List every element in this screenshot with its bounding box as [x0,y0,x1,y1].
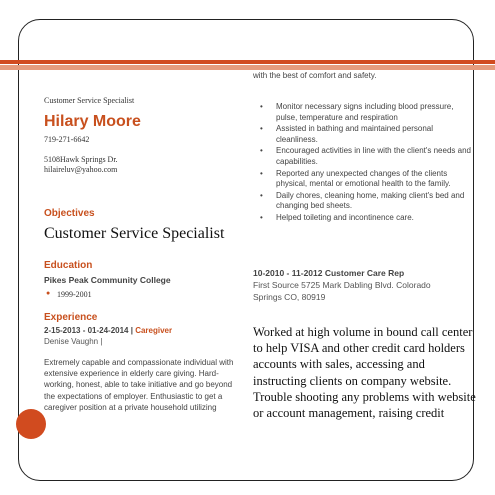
job1-description [44,357,233,413]
street-address: 5108Hawk Springs Dr. [44,155,118,164]
overflow-text: with the best of comfort and safety. [253,71,377,80]
email-address: hilaireluv@yahoo.com [44,165,118,174]
duties-list [248,102,476,225]
header-band-dark [0,60,495,64]
job1-description-line: Extremely capable and compassionate individual with [44,358,234,367]
candidate-name: Hilary Moore [44,113,141,130]
job2-header: 10-2010 - 11-2012 Customer Care Rep [253,268,405,278]
job1-description-line: the expectations of employer. Enthusiastic to get a [44,391,223,401]
corner-circle-decoration [16,409,46,439]
header-job-title: Customer Service Specialist [44,96,135,105]
job1-dates: 2-15-2013 - 01-24-2014 | [44,326,136,335]
school-years: 1999-2001 [57,290,92,299]
duty-item: • Monitor necessary signs including blood pressure, pulse, temperature and respiration [248,102,476,123]
duty-item: • Assisted in bathing and maintained personal cleanliness. [248,124,476,145]
job2-company-line1: First Source 5725 Mark Dabling Blvd. Colorado [253,280,431,290]
job2-description-line: Worked at high volume in bound call center [253,325,473,339]
job1-title: Caregiver [135,326,173,335]
objectives-heading: Objectives [44,208,95,219]
job2-description-line: Trouble shooting any problems with website [253,389,476,404]
job2-description-line: instructing clients on company website. [253,373,452,388]
duty-item: • Encouraged activities in line with the client's needs and capabilities. [248,146,476,167]
objective-text: Customer Service Specialist [44,225,225,242]
job1-description-line: working, honest, able to take initiative and go beyond [44,380,233,390]
job1-employer: Denise Vaughn | [44,337,103,346]
job2-description-line: or account management, raising credit [253,406,445,421]
duty-item: • Reported any unexpected changes of the clients physical, mental or emotional health to the family. [248,169,476,190]
education-heading: Education [44,260,93,271]
job2-description-line: to help VISA and other credit card holders [253,341,465,356]
duty-item: • Helped toileting and incontinence care. [248,213,476,224]
header-band-light [0,65,495,70]
job1-header [44,326,172,335]
job2-company-line2: Springs CO, 80919 [253,292,326,302]
bullet-icon: ● [46,290,51,297]
job2-description-line: accounts with sales, accessing and [253,357,425,372]
job1-description-line: extensive experience in elderly care giving. Hard- [44,369,219,379]
duty-item: • Daily chores, cleaning home, making client's bed and changing bed sheets. [248,191,476,212]
school-name: Pikes Peak Community College [44,275,171,285]
experience-heading: Experience [44,312,98,323]
job1-description-line: caregiver position at a private household utilizing [44,402,217,412]
job2-description [253,324,476,421]
phone-number: 719-271-6642 [44,135,90,144]
